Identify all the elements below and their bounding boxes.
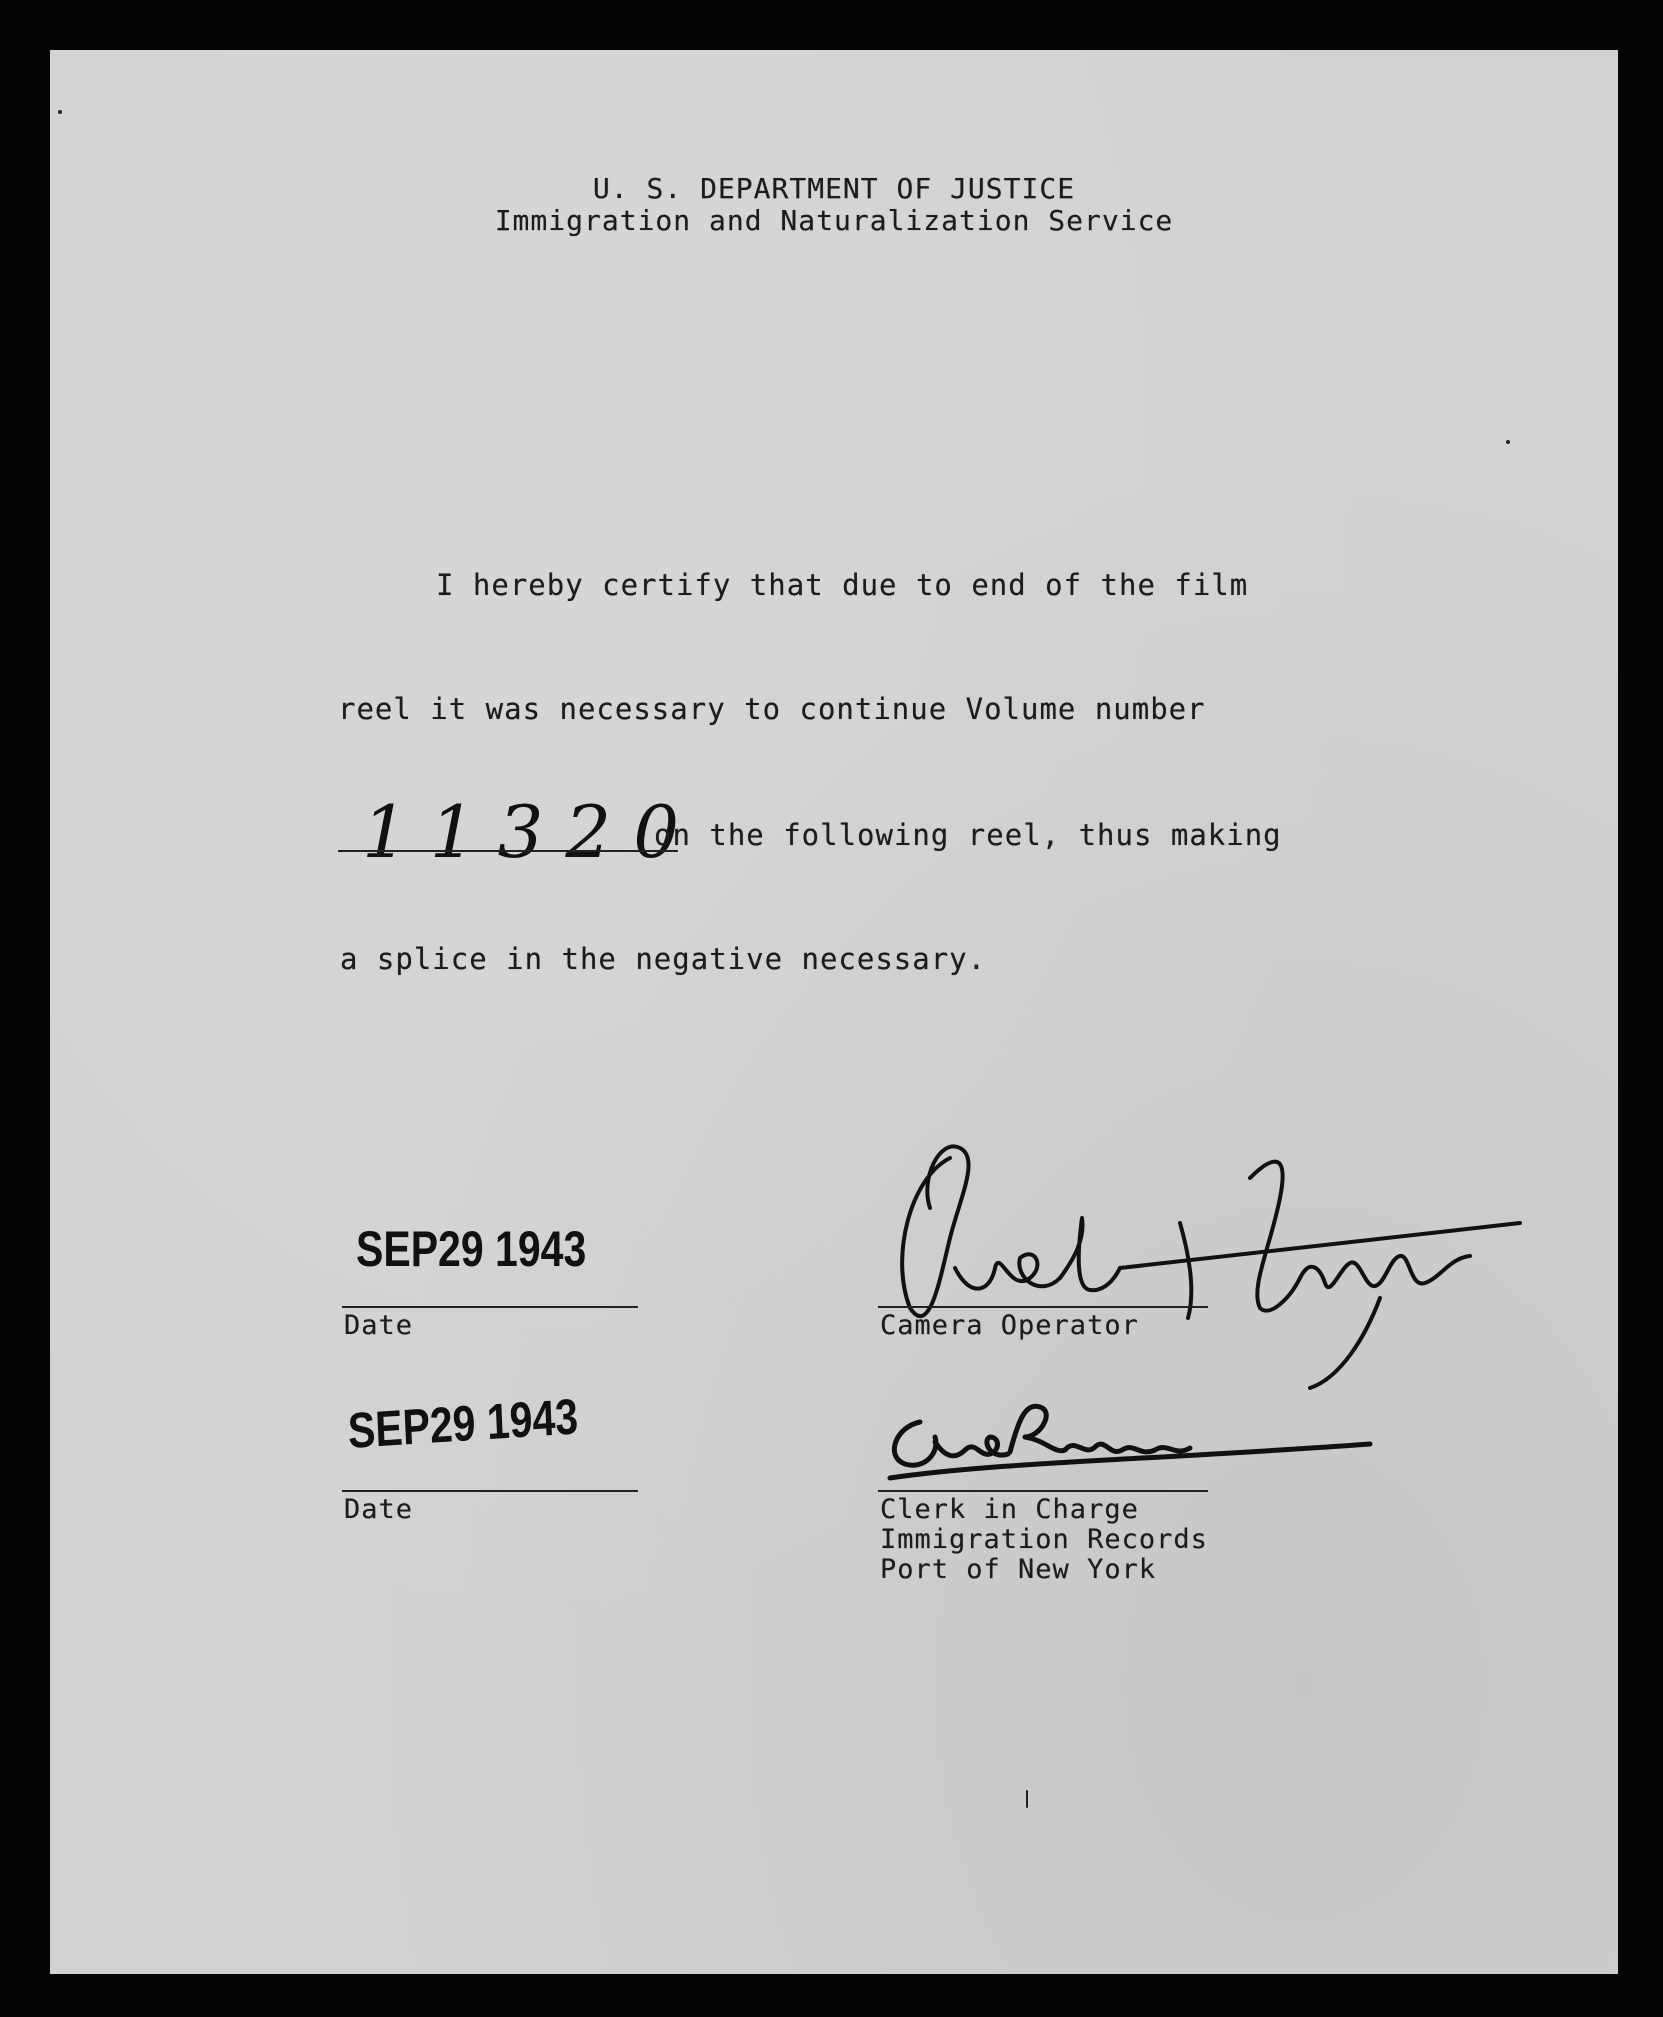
scan-speck bbox=[1026, 1790, 1028, 1808]
date-line-clerk bbox=[342, 1490, 638, 1492]
certification-line-2: reel it was necessary to continue Volume number bbox=[338, 692, 1206, 726]
camera-operator-label: Camera Operator bbox=[880, 1310, 1139, 1341]
date-line-camera bbox=[342, 1306, 638, 1308]
signature-line-clerk bbox=[878, 1490, 1208, 1492]
date-label-clerk: Date bbox=[344, 1494, 414, 1525]
certification-line-4: a splice in the negative necessary. bbox=[340, 942, 987, 976]
camera-operator-signature bbox=[870, 1118, 1610, 1408]
signature-line-camera bbox=[878, 1306, 1208, 1308]
clerk-signature bbox=[850, 1382, 1410, 1492]
certification-line-3: on the following reel, thus making bbox=[654, 818, 1282, 852]
department-heading: U. S. DEPARTMENT OF JUSTICE bbox=[592, 172, 1076, 205]
certification-line-1: I hereby certify that due to end of the film bbox=[436, 568, 1249, 602]
service-heading: Immigration and Naturalization Service bbox=[494, 204, 1174, 237]
document-sheet bbox=[50, 50, 1618, 1974]
scan-speck bbox=[58, 110, 62, 114]
clerk-role-line-3: Port of New York bbox=[880, 1554, 1157, 1585]
date-stamp-camera: SEP29 1943 bbox=[356, 1221, 587, 1277]
volume-number-handwritten: 11320 bbox=[362, 790, 702, 874]
scan-speck bbox=[1506, 440, 1510, 444]
date-label-camera: Date bbox=[344, 1310, 414, 1341]
clerk-role-line-2: Immigration Records bbox=[880, 1524, 1208, 1555]
date-stamp-clerk: SEP29 1943 bbox=[346, 1388, 580, 1459]
clerk-role-line-1: Clerk in Charge bbox=[880, 1494, 1139, 1525]
volume-number-blank bbox=[338, 850, 678, 852]
